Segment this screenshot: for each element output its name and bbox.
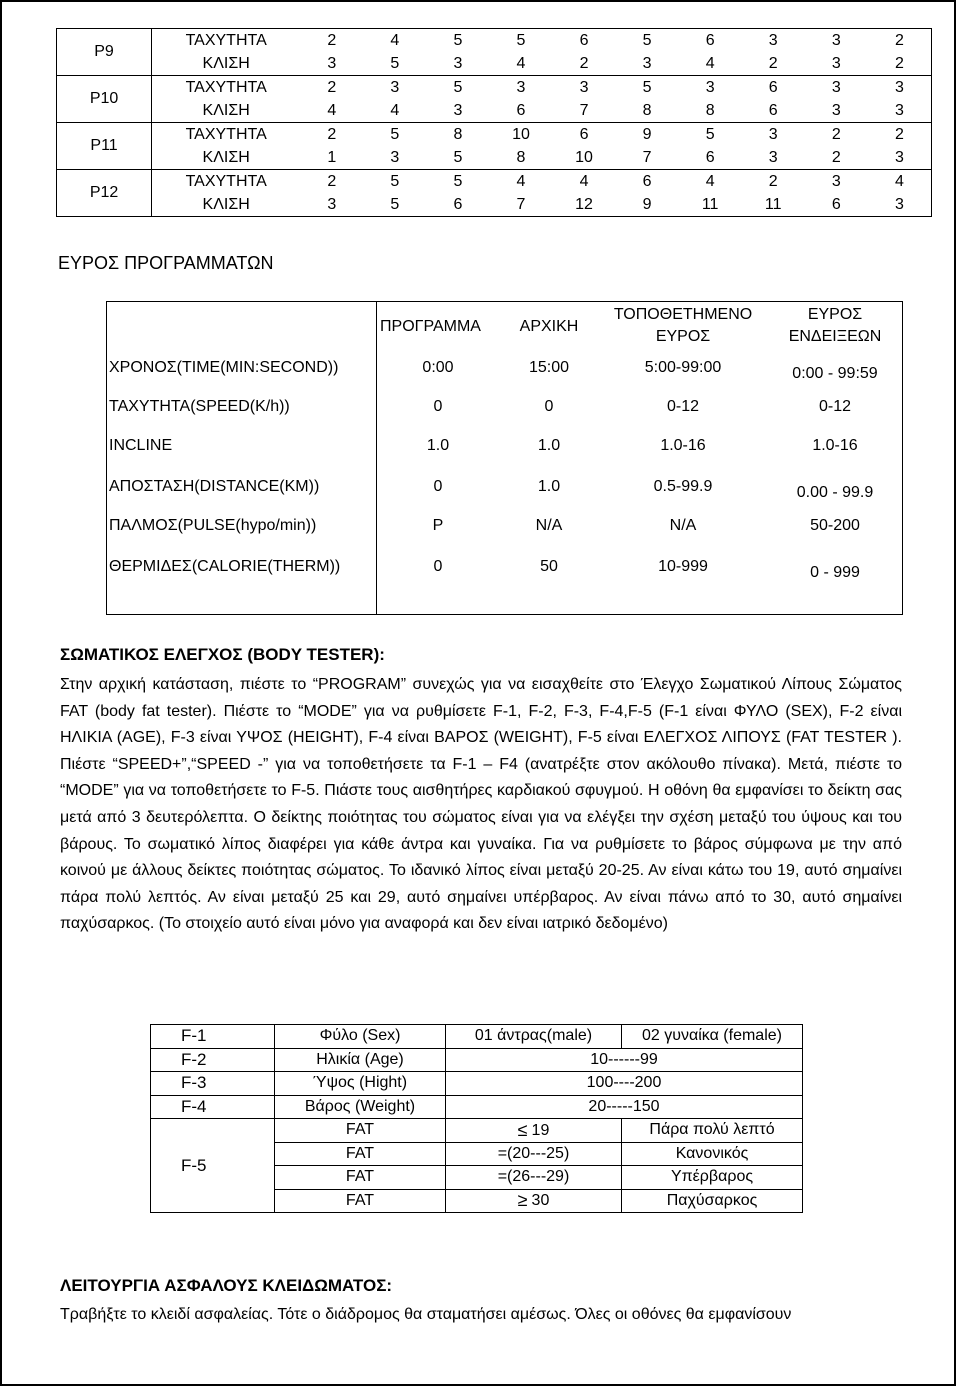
program-value: 3 [868,99,932,123]
program-value: 3 [300,193,363,217]
program-value: 6 [553,123,616,147]
program-value: 5 [489,29,552,53]
program-value: 4 [300,99,363,123]
program-value: 5 [426,76,489,100]
f5-name: FAT [275,1166,446,1190]
program-value: 2 [742,52,805,76]
f5-range-value: =(20---25) [497,1144,570,1162]
body-tester-paragraph: Στην αρχική κατάσταση, πιέστε το “PROGRAM” συνεχώς για να εισαχθείτε στο Έλεγχο Σωματικού Λίπους Σώματος FAT (body fat tester). Πιέστε το “MODE” για να ρυθμίσετε F-1, F-2, F-3, F-4,F-5 (F-1 είναι ΦΥΛΟ (SEX), F-2 είναι ΗΛΙΚΙΑ (AGE), F-3 είναι ΥΨΟΣ (HEIGHT), F-4 είναι ΒΑΡΟΣ (WEIGHT), F-5 είναι ΕΛΕΓΧΟΣ ΛΙΠΟΥΣ (FAT TESTER ). Πιέστε “SPEED+”,“SPEED -” για να τοποθετήσετε τα F-1 – F4 (ανατρέξτε στον ακόλουθο πίνακα). Μετά, πιέστε το “MODE” για να τοποθετήσετε το F-5. Πιάστε τους αισθητήρες καρδιακού σφυγμού. Η οθόνη θα εμφανίσει το δείκτη σας μετά από 3 δευτερόλεπτα. Ο δείκτης ποιότητας του σώματος είναι για να ελέγξει την σχέση μεταξύ του ύψους και του βάρους. Το σωματικό λίπος διαφέρει για κάθε άντρα και γυναίκα. Για να ρυθμίσετε το βάρος σύμφωνα με την από κοινού με άλλους δείκτες ποιότητας σώματος. Το ιδανικό λίπος είναι μεταξύ 20-25. Αν είναι κάτω του 19, αυτό σημαίνει πάρα πολύ λεπτός. Αν είναι μεταξύ 25 και 29, αυτό σημαίνει υπέρβαρος. Αν είναι πάνω από το 30, αυτό σημαίνει παχύσαρκος. (Το στοιχείο αυτό είναι μόνο για αναφορά και δεν είναι ιατρικό δεδομένο) [60,676,902,933]
range-set: 5:00-99:00 [644,359,722,376]
program-value: 4 [489,170,552,194]
program-value: 5 [363,52,426,76]
program-row-name: ΤΑΧΥΤΗΤΑ [152,29,301,53]
program-value: 3 [868,146,932,170]
program-row-name: ΤΑΧΥΤΗΤΑ [152,170,301,194]
f5-range [446,1189,622,1213]
program-value: 11 [679,193,742,217]
program-value: 2 [868,123,932,147]
f5-result: Πάρα πολύ λεπτό [622,1119,803,1143]
program-label: P11 [57,123,152,170]
program-value: 3 [363,146,426,170]
f4-label: F-4 [151,1095,275,1119]
range-set: 10-999 [658,558,708,575]
program-value: 3 [868,193,932,217]
program-value: 4 [363,99,426,123]
f2-value: 10------99 [446,1048,803,1072]
program-value: 4 [553,170,616,194]
program-value: 5 [426,170,489,194]
header-display-range-1: ΕΥΡΟΣ [807,306,863,323]
program-value: 3 [426,52,489,76]
f5-range-value: 19 [531,1121,550,1139]
range-set: 0.5-99.9 [653,478,713,495]
program-row-name: ΚΛΙΣΗ [152,99,301,123]
header-program: ΠΡΟΓΡΑΜΜΑ [380,318,481,335]
program-value: 3 [300,52,363,76]
f5-range [446,1119,622,1143]
program-value: 5 [679,123,742,147]
program-table [56,28,932,217]
f4-value: 20-----150 [446,1095,803,1119]
program-row [57,99,932,123]
header-initial: ΑΡΧΙΚΗ [519,318,579,335]
comparison-symbol: ≥ [517,1190,528,1211]
f5-name: FAT [275,1189,446,1213]
range-initial: 15:00 [528,359,570,376]
range-label: ΘΕΡΜΙΔΕΣ(CALORIE(THERM)) [109,558,341,575]
range-display: 1.0-16 [812,437,858,454]
program-row [57,76,932,100]
safety-text: Τραβήξτε το κλειδί ασφαλείας. Τότε ο διάδρομος θα σταματήσει αμέσως. Όλες οι οθόνες θα εμφανίσουν [60,1306,792,1323]
program-value: 3 [426,99,489,123]
program-value: 7 [553,99,616,123]
header-set-range-2: ΕΥΡΟΣ [655,328,711,345]
f5-range-value: 30 [531,1192,550,1210]
program-value: 9 [616,193,679,217]
program-value: 3 [679,76,742,100]
f5-range [446,1166,622,1190]
program-row-name: ΚΛΙΣΗ [152,146,301,170]
program-value: 8 [616,99,679,123]
program-label: P9 [57,29,152,76]
program-value: 3 [363,76,426,100]
range-program: 0 [433,478,443,495]
program-row-name: ΚΛΙΣΗ [152,52,301,76]
range-initial: N/A [535,517,563,534]
range-display: 50-200 [810,517,860,534]
f1-option-female: 02 γυναίκα (female) [622,1025,803,1049]
f1-option-male: 01 άντρας(male) [446,1025,622,1049]
range-program: 1.0 [426,437,450,454]
program-value: 3 [805,29,868,53]
range-program: 0:00 [422,359,454,376]
range-initial: 0 [544,398,554,415]
f5-result: Υπέρβαρος [622,1166,803,1190]
range-label: ΤΑΧΥΤΗΤΑ(SPEED(K/h)) [109,398,290,415]
range-set: N/A [669,517,697,534]
program-value: 2 [805,146,868,170]
program-value: 2 [868,29,932,53]
program-value: 6 [489,99,552,123]
range-set: 1.0-16 [660,437,706,454]
program-value: 4 [868,170,932,194]
f5-label: F-5 [151,1119,275,1213]
range-display: 0-12 [818,398,852,415]
program-label: P12 [57,170,152,217]
safety-title: ΛΕΙΤΟΥΡΓΙΑ ΑΣΦΑΛΟΥΣ ΚΛΕΙΔΩΜΑΤΟΣ: [60,1276,393,1295]
program-value: 8 [489,146,552,170]
program-value: 2 [553,52,616,76]
f5-name: FAT [275,1119,446,1143]
program-value: 2 [300,170,363,194]
program-value: 6 [805,193,868,217]
body-tester-title: ΣΩΜΑΤΙΚΟΣ ΕΛΕΓΧΟΣ (BODY TESTER): [60,645,385,664]
program-value: 3 [553,76,616,100]
f2-row [151,1048,803,1072]
program-row [57,193,932,217]
program-value: 5 [426,29,489,53]
program-value: 6 [679,146,742,170]
program-value: 6 [742,76,805,100]
program-value: 6 [679,29,742,53]
program-value: 4 [363,29,426,53]
program-value: 5 [363,193,426,217]
program-value: 9 [616,123,679,147]
program-value: 6 [553,29,616,53]
program-value: 3 [742,123,805,147]
program-value: 5 [363,123,426,147]
program-value: 2 [742,170,805,194]
f-settings-table [150,1024,803,1213]
program-value: 12 [553,193,616,217]
program-value: 6 [742,99,805,123]
program-value: 7 [489,193,552,217]
program-value: 11 [742,193,805,217]
range-display: 0.00 - 99.9 [796,484,874,501]
program-value: 6 [426,193,489,217]
program-value: 5 [426,146,489,170]
program-value: 6 [616,170,679,194]
f1-name: Φύλο (Sex) [275,1025,446,1049]
range-set: 0-12 [666,398,700,415]
program-value: 3 [868,76,932,100]
program-value: 3 [742,29,805,53]
program-label: P10 [57,76,152,123]
program-row-name: ΚΛΙΣΗ [152,193,301,217]
f1-label: F-1 [151,1025,275,1049]
program-value: 2 [300,76,363,100]
program-value: 2 [805,123,868,147]
f4-name: Βάρος (Weight) [275,1095,446,1119]
range-display: 0 - 999 [810,564,860,581]
program-value: 8 [426,123,489,147]
range-initial: 1.0 [537,478,561,495]
f3-label: F-3 [151,1072,275,1096]
program-value: 2 [300,123,363,147]
f4-row [151,1095,803,1119]
program-value: 5 [616,76,679,100]
program-value: 3 [742,146,805,170]
program-value: 3 [805,99,868,123]
f2-name: Ηλικία (Age) [275,1048,446,1072]
f1-row [151,1025,803,1049]
program-value: 3 [616,52,679,76]
ranges-title: ΕΥΡΟΣ ΠΡΟΓΡΑΜΜΑΤΩΝ [58,253,274,273]
program-value: 10 [553,146,616,170]
program-value: 1 [300,146,363,170]
program-row-name: ΤΑΧΥΤΗΤΑ [152,123,301,147]
ranges-table [106,301,903,615]
program-value: 10 [489,123,552,147]
f3-row [151,1072,803,1096]
program-value: 5 [363,170,426,194]
range-label: INCLINE [109,437,173,454]
program-value: 4 [679,170,742,194]
program-value: 2 [868,52,932,76]
program-value: 3 [805,76,868,100]
program-value: 3 [805,170,868,194]
range-label: ΠΑΛΜΟΣ(PULSE(hypo/min)) [109,517,317,534]
f5-range [446,1142,622,1166]
range-label: ΧΡΟΝΟΣ(TIME(MIN:SECOND)) [109,359,339,376]
program-value: 8 [679,99,742,123]
f5-name: FAT [275,1142,446,1166]
program-value: 5 [616,29,679,53]
program-row-name: ΤΑΧΥΤΗΤΑ [152,76,301,100]
comparison-symbol: ≤ [517,1119,528,1140]
range-initial: 50 [540,558,558,575]
ranges-table-divider [376,302,377,614]
f3-value: 100----200 [446,1072,803,1096]
program-value: 7 [616,146,679,170]
range-program: P [432,517,444,534]
range-program: 0 [433,398,443,415]
range-program: 0 [433,558,443,575]
range-label: ΑΠΟΣΤΑΣΗ(DISTANCE(KM)) [109,478,320,495]
program-row [57,123,932,147]
program-row [57,146,932,170]
f2-label: F-2 [151,1048,275,1072]
f3-name: Ύψος (Hight) [275,1072,446,1096]
range-initial: 1.0 [537,437,561,454]
program-row [57,170,932,194]
program-value: 3 [805,52,868,76]
program-row [57,52,932,76]
program-value: 2 [300,29,363,53]
range-display: 0:00 - 99:59 [792,365,878,382]
header-set-range-1: ΤΟΠΟΘΕΤΗΜΕΝΟ [613,306,753,323]
f5-range-value: =(26---29) [497,1168,570,1186]
header-display-range-2: ΕΝΔΕΙΞΕΩΝ [788,328,882,345]
f5-result: Παχύσαρκος [622,1189,803,1213]
f5-row [151,1119,803,1143]
program-value: 3 [489,76,552,100]
program-value: 4 [489,52,552,76]
program-value: 4 [679,52,742,76]
f5-result: Κανονικός [622,1142,803,1166]
program-row [57,29,932,53]
